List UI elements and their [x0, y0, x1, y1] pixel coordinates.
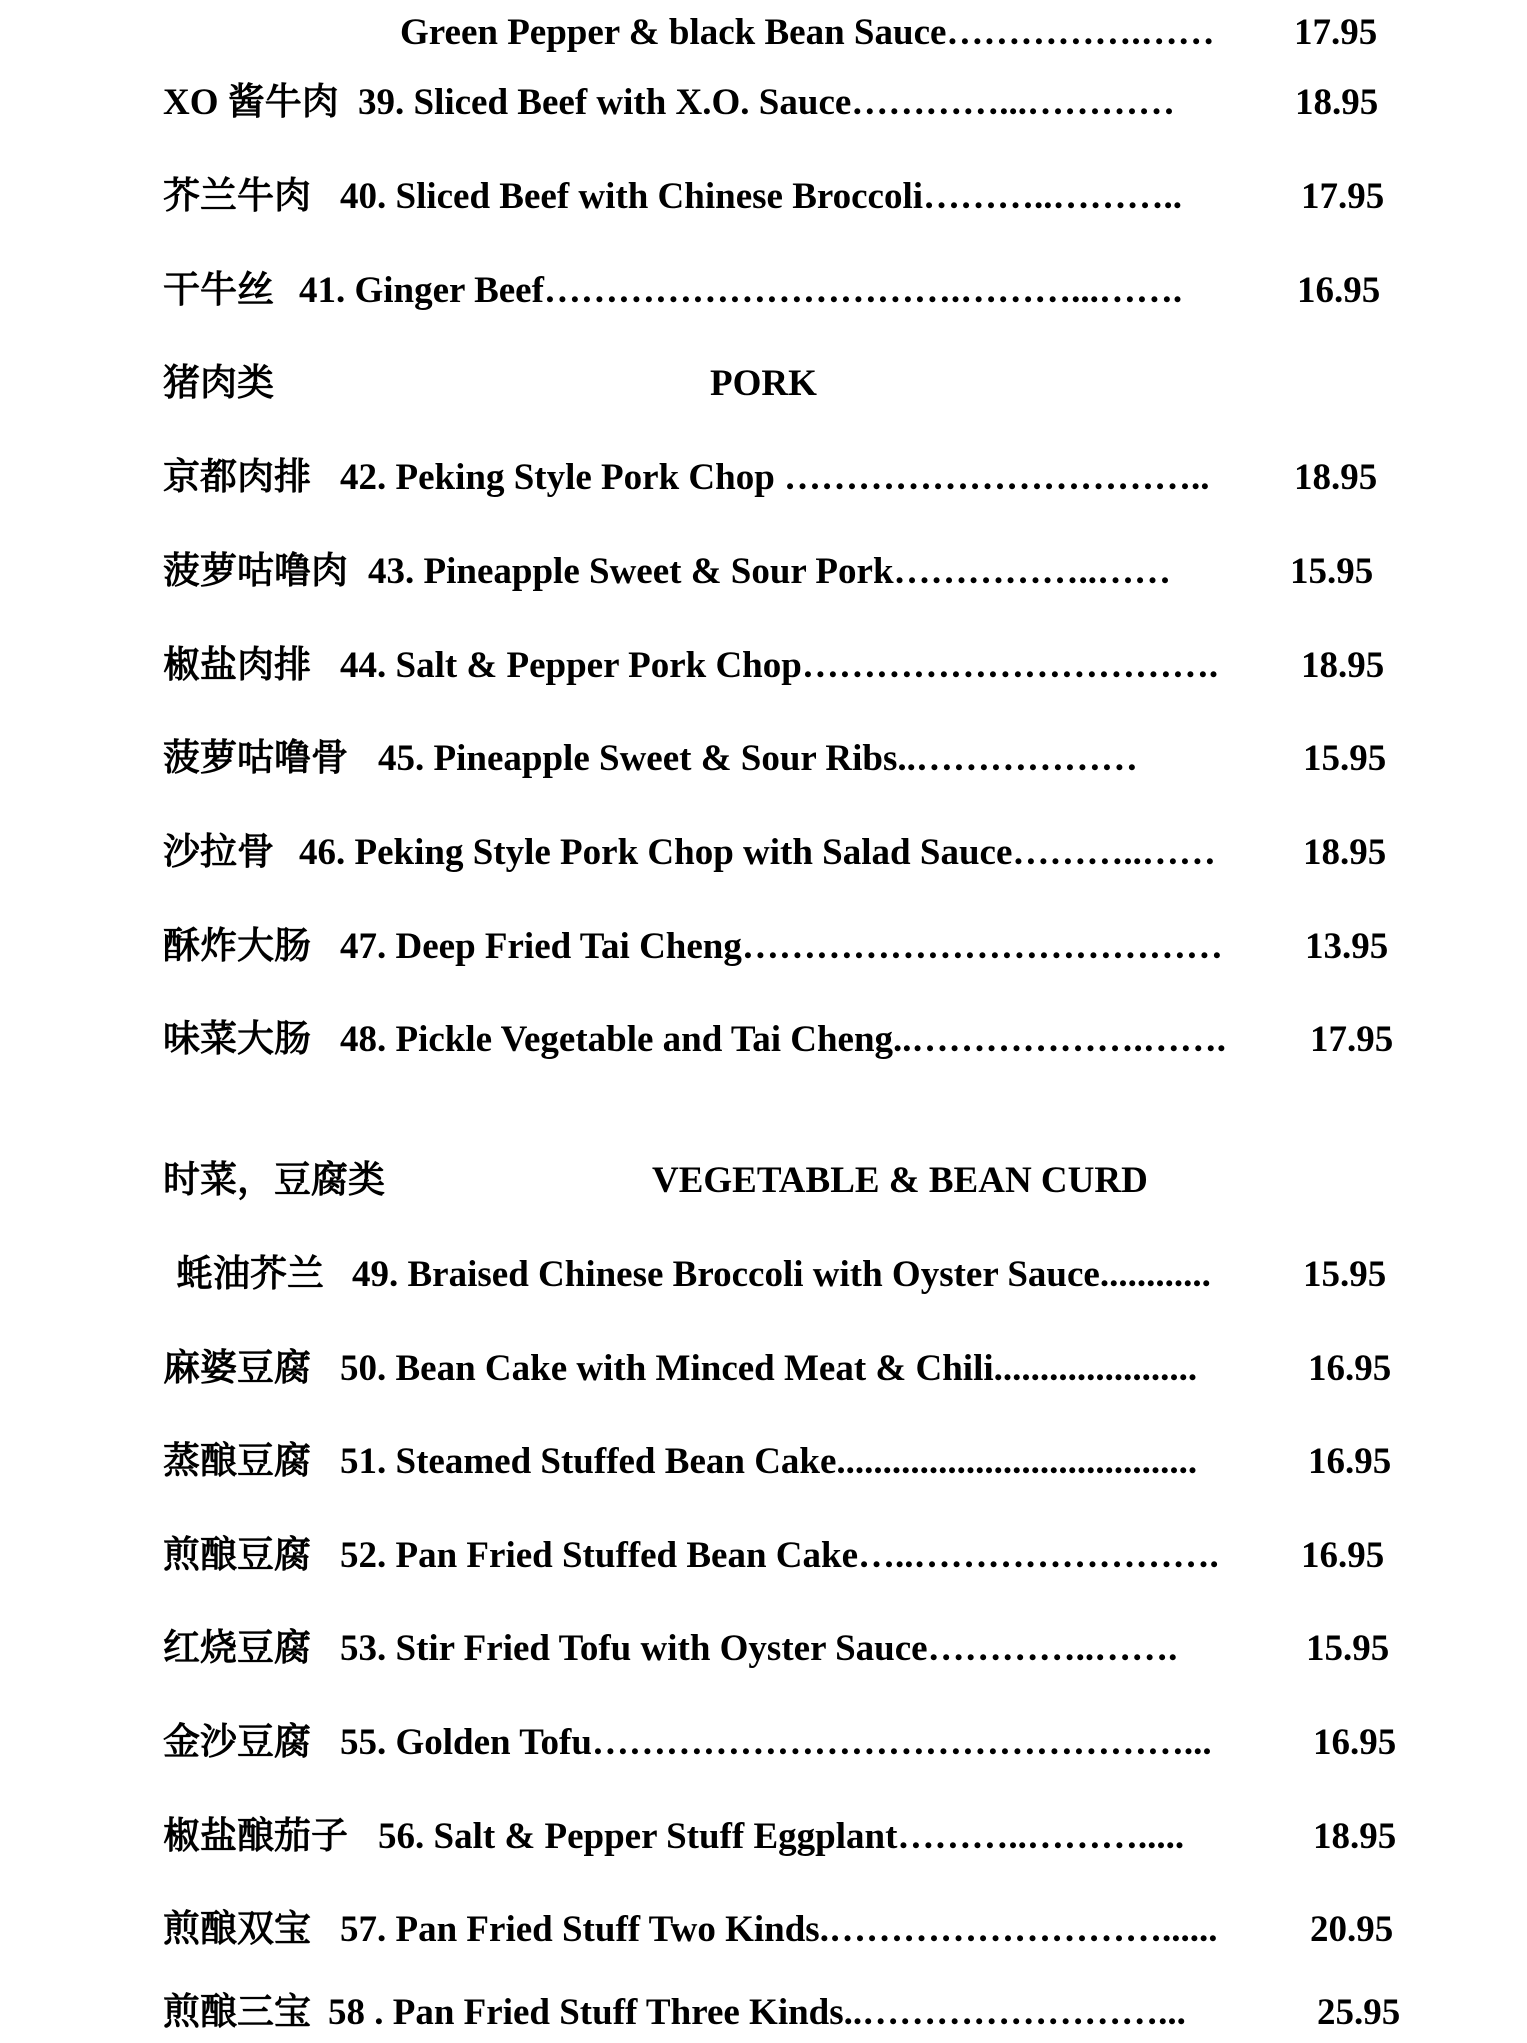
- item-chinese-name: 菠萝咕噜肉: [163, 551, 348, 592]
- item-description: 48. Pickle Vegetable and Tai Cheng..……………….…….: [340, 1019, 1227, 1060]
- item-price: 25.95: [1317, 1992, 1401, 2033]
- item-description: 44. Salt & Pepper Pork Chop…………………………….: [340, 645, 1219, 686]
- item-price: 20.95: [1310, 1909, 1394, 1950]
- item-chinese-name: 金沙豆腐: [163, 1722, 311, 1763]
- item-chinese-name: 酥炸大肠: [163, 926, 311, 967]
- item-price: 15.95: [1306, 1628, 1390, 1669]
- section-chinese-title: 猪肉类: [163, 363, 274, 404]
- section-heading-vegetable: [0, 1151, 1527, 1211]
- item-price: 18.95: [1313, 1816, 1397, 1857]
- menu-item-38-continued: [0, 3, 1527, 63]
- item-chinese-name: 煎酿三宝: [163, 1992, 311, 2033]
- item-description: 50. Bean Cake with Minced Meat & Chili......................: [340, 1348, 1198, 1389]
- item-price: 16.95: [1301, 1535, 1385, 1576]
- item-description: 42. Peking Style Pork Chop ……………………………..: [340, 457, 1210, 498]
- item-description: 43. Pineapple Sweet & Sour Pork……………..……: [368, 551, 1172, 592]
- item-price: 17.95: [1301, 176, 1385, 217]
- menu-item-46: [0, 823, 1527, 883]
- item-price: 15.95: [1303, 738, 1387, 779]
- item-description: 47. Deep Fried Tai Cheng…………………………………: [340, 926, 1223, 967]
- item-chinese-name: 芥兰牛肉: [163, 176, 311, 217]
- item-price: 16.95: [1313, 1722, 1397, 1763]
- item-chinese-name: 椒盐肉排: [163, 645, 311, 686]
- item-description: 56. Salt & Pepper Stuff Eggplant………..……….....: [378, 1816, 1185, 1857]
- item-price: 16.95: [1308, 1348, 1392, 1389]
- section-english-title: PORK: [710, 363, 817, 404]
- item-chinese-name: 红烧豆腐: [163, 1628, 311, 1669]
- item-chinese-name: 京都肉排: [163, 457, 311, 498]
- menu-item-43: [0, 542, 1527, 602]
- item-chinese-name: 菠萝咕噜骨: [163, 738, 348, 779]
- item-description: 57. Pan Fried Stuff Two Kinds.………………………......: [340, 1909, 1218, 1950]
- item-description: 39. Sliced Beef with X.O. Sauce…………...…………: [358, 82, 1176, 123]
- item-description: 40. Sliced Beef with Chinese Broccoli………..………..: [340, 176, 1183, 217]
- section-english-title: VEGETABLE & BEAN CURD: [652, 1160, 1148, 1201]
- section-heading-pork: [0, 354, 1527, 414]
- item-description: 53. Stir Fried Tofu with Oyster Sauce…………..…….: [340, 1628, 1178, 1669]
- section-chinese-title: 时菜，豆腐类: [163, 1160, 385, 1201]
- menu-item-48: [0, 1010, 1527, 1070]
- item-chinese-name: 沙拉骨: [163, 832, 274, 873]
- menu-item-52: [0, 1526, 1527, 1586]
- item-chinese-name: 煎酿双宝: [163, 1909, 311, 1950]
- item-price: 15.95: [1303, 1254, 1387, 1295]
- item-description: 58 . Pan Fried Stuff Three Kinds..……………………...: [328, 1992, 1186, 2033]
- item-chinese-name: 蒸酿豆腐: [163, 1441, 311, 1482]
- menu-item-44: [0, 636, 1527, 696]
- item-description: 51. Steamed Stuffed Bean Cake.......................................: [340, 1441, 1198, 1482]
- item-description: 55. Golden Tofu…………………………………………...: [340, 1722, 1212, 1763]
- item-description: 45. Pineapple Sweet & Sour Ribs..………………: [378, 738, 1138, 779]
- menu-item-41: [0, 261, 1527, 321]
- item-price: 17.95: [1294, 12, 1378, 53]
- menu-item-55: [0, 1713, 1527, 1773]
- item-price: 18.95: [1295, 82, 1379, 123]
- item-chinese-name: 煎酿豆腐: [163, 1535, 311, 1576]
- menu-item-57: [0, 1900, 1527, 1960]
- menu-item-50: [0, 1339, 1527, 1399]
- menu-item-42: [0, 448, 1527, 508]
- item-description: 41. Ginger Beef…………………………….………...…….: [299, 270, 1183, 311]
- menu-item-51: [0, 1432, 1527, 1492]
- item-chinese-name: 干牛丝: [163, 270, 274, 311]
- item-chinese-name: 椒盐酿茄子: [163, 1816, 348, 1857]
- menu-item-58: [0, 1983, 1527, 2043]
- menu-item-56: [0, 1807, 1527, 1867]
- menu-item-53: [0, 1619, 1527, 1679]
- item-price: 13.95: [1305, 926, 1389, 967]
- item-chinese-name: 麻婆豆腐: [163, 1348, 311, 1389]
- item-description: 46. Peking Style Pork Chop with Salad Sauce………..……: [299, 832, 1216, 873]
- item-price: 15.95: [1290, 551, 1374, 592]
- menu-item-47: [0, 917, 1527, 977]
- item-description: Green Pepper & black Bean Sauce…………….……: [400, 12, 1215, 53]
- menu-item-39: [0, 73, 1527, 133]
- item-chinese-name: XO 酱牛肉: [163, 82, 339, 123]
- item-price: 16.95: [1308, 1441, 1392, 1482]
- item-price: 18.95: [1301, 645, 1385, 686]
- item-chinese-name: 味菜大肠: [163, 1019, 311, 1060]
- menu-item-49: [0, 1245, 1527, 1305]
- item-price: 18.95: [1294, 457, 1378, 498]
- menu-item-45: [0, 729, 1527, 789]
- item-description: 49. Braised Chinese Broccoli with Oyster Sauce............: [352, 1254, 1211, 1295]
- menu-item-40: [0, 167, 1527, 227]
- item-price: 17.95: [1310, 1019, 1394, 1060]
- item-description: 52. Pan Fried Stuffed Bean Cake…..…………………….: [340, 1535, 1219, 1576]
- item-price: 18.95: [1303, 832, 1387, 873]
- item-price: 16.95: [1297, 270, 1381, 311]
- item-chinese-name: 蚝油芥兰: [176, 1254, 324, 1295]
